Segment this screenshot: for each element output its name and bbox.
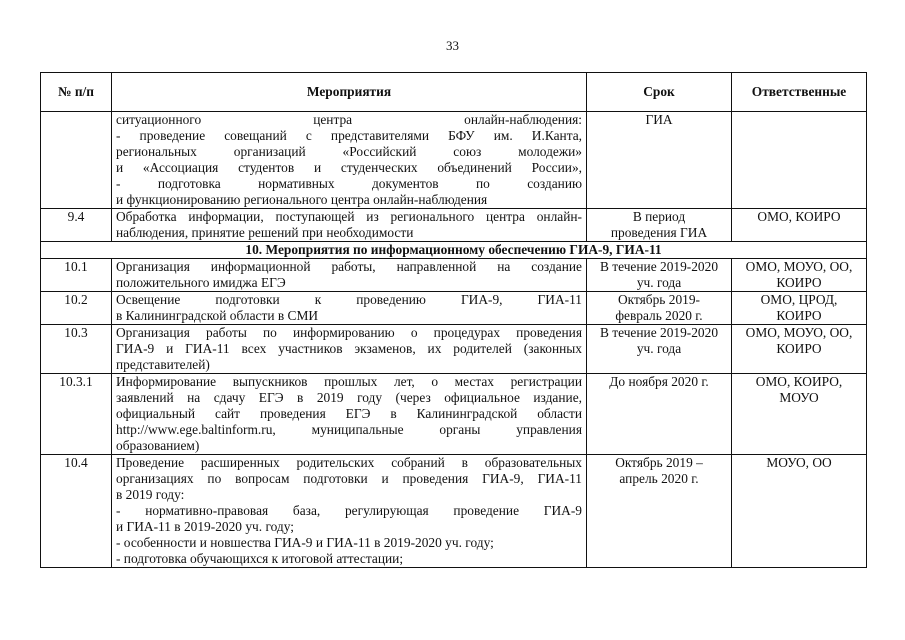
term-line: уч. года — [636, 341, 682, 356]
table-row-10-3-1 — [41, 374, 867, 455]
activity-line: и «Ассоциация студентов и студенческих объединений России», — [116, 160, 582, 175]
term-line: февраль 2020 г. — [615, 308, 703, 323]
term-line: В период — [632, 209, 686, 224]
activity-line: региональных организаций «Российский союз молодежи» — [116, 144, 582, 159]
responsible-line: КОИРО — [776, 308, 822, 323]
activity-cell — [112, 374, 587, 455]
activity-line: Освещение подготовки к проведению ГИА-9, ГИА-11 — [116, 292, 582, 307]
term-cell: ГИА — [587, 112, 732, 209]
header-term: Срок — [587, 73, 732, 112]
table-row-9-4 — [41, 209, 867, 242]
activity-cell — [112, 292, 587, 325]
header-num: № п/п — [41, 73, 112, 112]
term-line: В течение 2019-2020 — [599, 325, 719, 340]
section-heading: 10. Мероприятия по информационному обеспечению ГИА-9, ГИА-11 — [41, 242, 867, 259]
activity-line: организациях по вопросам подготовки и проведения ГИА-9, ГИА-11 — [116, 471, 582, 486]
row-num-cell: 10.2 — [41, 292, 112, 325]
activity-line: - подготовка нормативных документов по созданию — [116, 176, 582, 191]
activity-line: - проведение совещаний с представителями БФУ им. И.Канта, — [116, 128, 582, 143]
responsible-cell — [732, 374, 867, 455]
responsible-cell: МОУО, ОО — [732, 455, 867, 568]
header-activity: Мероприятия — [112, 73, 587, 112]
activity-line: и функционированию регионального центра онлайн-наблюдения — [116, 192, 488, 207]
activity-line: Обработка информации, поступающей из регионального центра онлайн- — [116, 209, 582, 224]
responsible-cell — [732, 325, 867, 374]
term-line: Октябрь 2019- — [617, 292, 701, 307]
activity-line: представителей) — [116, 357, 210, 372]
activity-line: наблюдения, принятие решений при необходимости — [116, 225, 414, 240]
activity-line: Организация информационной работы, направленной на создание — [116, 259, 582, 274]
term-line: проведения ГИА — [610, 225, 708, 240]
activity-line: Проведение расширенных родительских собраний в образовательных — [116, 455, 582, 470]
responsible-line: ОМО, МОУО, ОО, — [745, 325, 853, 340]
activity-line: в 2019 году: — [116, 487, 185, 502]
responsible-line: ОМО, ЦРОД, — [760, 292, 838, 307]
activity-cell — [112, 325, 587, 374]
activities-table — [40, 72, 867, 568]
term-cell — [587, 455, 732, 568]
term-line: уч. года — [636, 275, 682, 290]
responsible-line: ОМО, МОУО, ОО, — [745, 259, 853, 274]
term-line: Октябрь 2019 – — [615, 455, 703, 470]
table-row-continuation — [41, 112, 867, 209]
activity-line: в Калининградской области в СМИ — [116, 308, 319, 323]
row-num-cell: 10.1 — [41, 259, 112, 292]
table-row-10-3 — [41, 325, 867, 374]
section-heading-row — [41, 242, 867, 259]
responsible-line: КОИРО — [776, 341, 822, 356]
activity-line: ГИА-9 и ГИА-11 всех участников экзаменов, их родителей (законных — [116, 341, 582, 356]
activity-line: и ГИА-11 в 2019-2020 уч. году; — [116, 519, 294, 534]
term-cell: До ноября 2020 г. — [587, 374, 732, 455]
responsible-line: МОУО — [779, 390, 819, 405]
activity-line: - подготовка обучающихся к итоговой аттестации; — [116, 551, 404, 566]
page-number: 33 — [446, 38, 459, 53]
responsible-line: КОИРО — [776, 275, 822, 290]
row-num-cell: 10.3 — [41, 325, 112, 374]
term-cell — [587, 209, 732, 242]
activity-line: http://www.ege.baltinform.ru, муниципальные органы управления — [116, 422, 582, 437]
responsible-cell: ОМО, КОИРО — [732, 209, 867, 242]
activity-cell — [112, 455, 587, 568]
table-row-10-4 — [41, 455, 867, 568]
table-header-row — [41, 73, 867, 112]
responsible-cell — [732, 112, 867, 209]
activity-cell — [112, 259, 587, 292]
table-row-10-1 — [41, 259, 867, 292]
row-num-cell: 10.3.1 — [41, 374, 112, 455]
activity-cell — [112, 209, 587, 242]
header-responsible: Ответственные — [732, 73, 867, 112]
term-cell — [587, 259, 732, 292]
responsible-cell — [732, 292, 867, 325]
term-line: В течение 2019-2020 — [599, 259, 719, 274]
activity-line: положительного имиджа ЕГЭ — [116, 275, 286, 290]
term-cell — [587, 325, 732, 374]
activity-line: заявлений на сдачу ЕГЭ в 2019 году (через официальное издание, — [116, 390, 582, 405]
responsible-cell — [732, 259, 867, 292]
activity-line: Информирование выпускников прошлых лет, о местах регистрации — [116, 374, 582, 389]
table-row-10-2 — [41, 292, 867, 325]
activity-line: - нормативно-правовая база, регулирующая проведение ГИА-9 — [116, 503, 582, 518]
activity-line: Организация работы по информированию о процедурах проведения — [116, 325, 582, 340]
row-num-cell — [41, 112, 112, 209]
activity-line: ситуационного центра онлайн-наблюдения: — [116, 112, 582, 127]
activity-line: - особенности и новшества ГИА-9 и ГИА-11 в 2019-2020 уч. году; — [116, 535, 494, 550]
activity-line: официальный сайт проведения ЕГЭ в Калининградской области — [116, 406, 582, 421]
term-cell — [587, 292, 732, 325]
row-num-cell: 9.4 — [41, 209, 112, 242]
activity-line: образованием) — [116, 438, 200, 453]
term-line: апрель 2020 г. — [619, 471, 699, 486]
activity-cell — [112, 112, 587, 209]
row-num-cell: 10.4 — [41, 455, 112, 568]
responsible-line: ОМО, КОИРО, — [755, 374, 843, 389]
